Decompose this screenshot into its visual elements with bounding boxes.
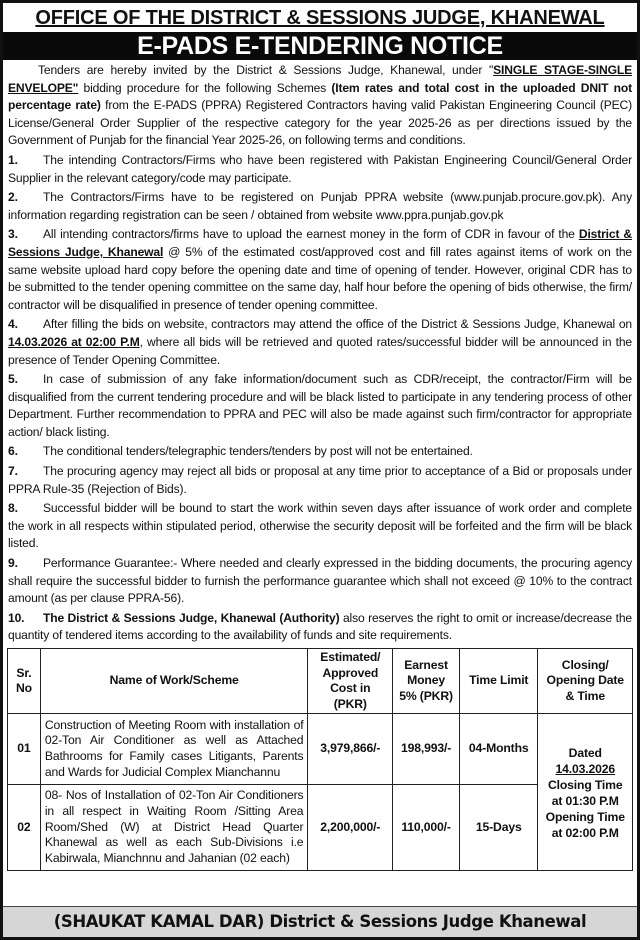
earnest-money: 198,993/-: [393, 714, 460, 784]
clause-3: [8, 226, 632, 314]
notice-title-banner: E-PADS E-TENDERING NOTICE: [3, 32, 637, 60]
opening-datetime: 14.03.2026 at 02:00 P.M: [8, 334, 140, 349]
clause-text: , where all bids will be retrieved and quoted rates/successful bidder will be announced in the presence of Tender Opening Committee.: [8, 334, 632, 367]
clause-text: Performance Guarantee:- Where needed and clearly expressed in the bidding documents, the procuring agency shall require the successful bidder to furnish the performance guarantee which shall not exceed @ 10% to the contract amount (as per clause PPRA-56).: [8, 556, 632, 606]
clause-text: The intending Contractors/Firms who have been registered with Pakistan Engineering Council/General Order Supplier in the relevant category/code may participate.: [8, 152, 632, 185]
clause-1: [8, 152, 632, 187]
clause-8: [8, 500, 632, 553]
clause-4: [8, 316, 632, 369]
sr-no: 02: [8, 784, 41, 871]
col-time-limit: Time Limit: [459, 649, 537, 714]
authority-name: District & Sessions Judge, Khanewal: [8, 227, 633, 259]
opening-time: at 02:00 P.M: [551, 826, 619, 841]
clause-text: Successful bidder will be bound to start the work within seven days after issuance of work order and complete the work in all respects within stipulated period, otherwise the security deposit will be forfeited and the firm will be black listed.: [8, 501, 632, 551]
opening-time-label: Opening Time: [545, 810, 625, 825]
clause-text: In case of submission of any fake information/document such as CDR/receipt, the contractor/Firm will be disqualified from the current tendering procedure and will be black listed to participate in any tendering process of other Department. Further recommendation to PPRA and PEC will also be made against such firm/contractor for appropriate action/ black listing.: [8, 372, 632, 439]
clause-number: 8.: [8, 501, 18, 516]
clause-number: 3.: [8, 227, 18, 242]
intro-paragraph: [8, 62, 632, 150]
clause-number: 10.: [8, 610, 25, 625]
time-limit: 15-Days: [459, 784, 537, 871]
estimated-cost: 2,200,000/-: [308, 784, 393, 871]
clause-number: 6.: [8, 444, 18, 459]
clause-number: 2.: [8, 190, 18, 205]
clause-2: [8, 189, 632, 224]
closing-time: at 01:30 P.M: [551, 794, 619, 809]
rate-note: (Item rates and total cost in the uploaded DNIT not percentage rate): [8, 80, 632, 113]
col-sr-no: Sr. No: [8, 649, 41, 714]
clause-number: 4.: [8, 317, 18, 332]
table-row: [8, 714, 633, 784]
work-name: Construction of Meeting Room with installation of 02-Ton Air Conditioner as well as Attached Bathrooms for Family cases Litigants, Parents and Wards for Judicial Complex Mianchannu: [40, 714, 308, 784]
clause-text: @ 5% of the estimated cost/approved cost and fill rates against items of work on the same website upload hard copy before the opening date and time of opening of tender. However, original CDR has to be submitted to the tender opening committee on the same day, half hour before the opening of bids otherwise, the firm/ contractor will be disqualified in presence of tender opening committee.: [8, 244, 633, 312]
clause-text: The Contractors/Firms have to be registered on Punjab PPRA website (www.punjab.procure.gov.pk). Any information regarding registration can be seen / obtained from website www.ppra.punjab.gov.pk: [8, 190, 632, 222]
intro-text: from the E-PADS (PPRA) Registered Contractors having valid Pakistan Engineering Council (PEC) License/General Order Supplier of the respective category for the year 2025-26 as per directions issued by the Government of Punjab for the financial Year 2025-26, on following terms and conditions.: [8, 98, 632, 148]
sr-no: 01: [8, 714, 41, 784]
authority-name: The District & Sessions Judge, Khanewal (Authority): [43, 610, 340, 625]
col-name-of-work: Name of Work/Scheme: [40, 649, 308, 714]
signature-footer: (SHAUKAT KAMAL DAR) District & Sessions Judge Khanewal: [3, 906, 637, 937]
notice-body: [3, 60, 637, 645]
estimated-cost: 3,979,866/-: [308, 714, 393, 784]
time-limit: 04-Months: [459, 714, 537, 784]
intro-text: Tenders are hereby invited by the District & Sessions Judge, Khanewal, under ": [38, 63, 494, 77]
intro-text: bidding procedure for the following Schemes: [78, 80, 332, 95]
office-title: OFFICE OF THE DISTRICT & SESSIONS JUDGE, KHANEWAL: [35, 7, 605, 29]
clause-6: [8, 443, 632, 461]
closing-time-label: Closing Time: [547, 778, 623, 793]
tender-date: 14.03.2026: [555, 762, 615, 777]
clause-text: The conditional tenders/telegraphic tenders/tenders by post will not be entertained.: [43, 444, 473, 459]
table-header-row: [8, 649, 633, 714]
earnest-money: 110,000/-: [393, 784, 460, 871]
col-earnest-money: Earnest Money 5% (PKR): [393, 649, 460, 714]
clause-number: 5.: [8, 372, 18, 387]
clause-number: 9.: [8, 556, 18, 571]
col-estimated-cost: Estimated/ Approved Cost in (PKR): [308, 649, 393, 714]
clause-number: 7.: [8, 464, 18, 479]
clause-5: [8, 371, 632, 441]
clause-text: The procuring agency may reject all bids or proposal at any time prior to acceptance of a Bid or proposals under PPRA Rule-35 (Rejection of Bids).: [8, 464, 632, 496]
clause-text: After filling the bids on website, contractors may attend the office of the District & Sessions Judge, Khanewal on: [43, 317, 632, 332]
clause-10: [8, 610, 632, 645]
clause-text: also reserves the right to omit or increase/decrease the quantity of tendered items according to the availability of funds and site requirements.: [8, 610, 632, 643]
bidding-procedure: SINGLE STAGE-SINGLE ENVELOPE": [8, 63, 632, 95]
work-name: 08- Nos of Installation of 02-Ton Air Conditioners in all respect in Waiting Room /Sitting Area Room/Shed (W) at District Head Quarter Khanewal as well as each Sub-Divisions i.e Kabirwala, Mianchnnu and Jahanian (02 each): [40, 784, 308, 871]
clause-number: 1.: [8, 152, 18, 167]
closing-opening-schedule: [538, 714, 633, 871]
clause-9: [8, 555, 632, 608]
clause-7: [8, 463, 632, 498]
col-closing-opening: Closing/ Opening Date & Time: [538, 649, 633, 714]
clause-text: All intending contractors/firms have to upload the earnest money in the form of CDR in favour of the: [43, 227, 579, 242]
schemes-table: [7, 648, 633, 871]
dated-label: Dated: [568, 746, 602, 761]
